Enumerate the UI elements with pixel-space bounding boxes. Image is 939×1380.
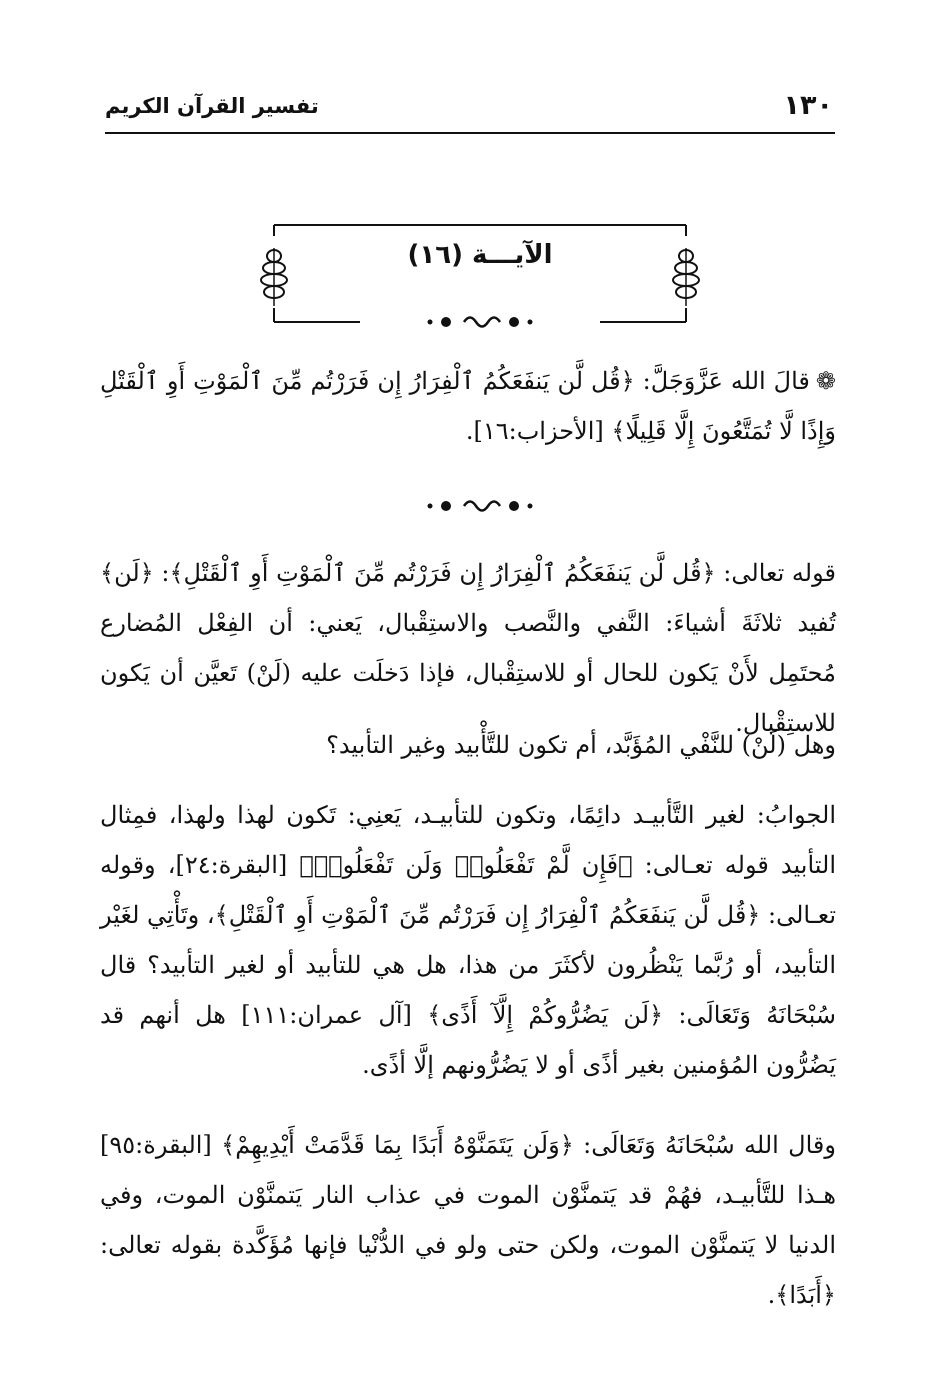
section-divider-icon — [420, 496, 540, 516]
ornament-divider-icon — [420, 312, 540, 332]
frame-lines — [268, 220, 692, 326]
book-title: تفسير القرآن الكريم — [105, 94, 319, 118]
page-number: ١٣٠ — [783, 90, 833, 121]
page-header — [105, 92, 835, 134]
paragraph-3: الجوابُ: لغير التَّأبيـد دائِمًا، وتكون للتأبيـد، يَعنِي: تَكون لهذا ولهذا، فمِثال التأبيد قوله تعـالى: ﴿فَإِن لَّمْ تَفْعَلُوا۟ وَلَن تَفْعَلُوا۟﴾ [البقرة:٢٤]، وقوله تعـالى: ﴿قُل لَّن يَنفَعَكُمُ ٱلْفِرَارُ إِن فَرَرْتُم مِّنَ ٱلْمَوْتِ أَوِ ٱلْقَتْلِ﴾، وتَأْتِي لغَيْر التأبيد، أو رُبَّما يَنْظُرون لأكثَرَ من هذا، هل هي للتأبيد أو لغير التأبيد؟ قال سُبْحَانَهُ وَتَعَالَى: ﴿لَن يَضُرُّوكُمْ إِلَّآ أَذًى﴾ [آل عمران:١١١] هل أنهم قد يَضُرُّون المُؤمنين بغير أذًى أو لا يَضُرُّونهم إلَّا أذًى. — [100, 801, 836, 1079]
paragraph-4: وقال الله سُبْحَانَهُ وَتَعَالَى: ﴿وَلَن يَتَمَنَّوْهُ أَبَدًا بِمَا قَدَّمَتْ أَيْدِيهِمْ﴾ [البقرة:٩٥] هـذا للتَّأبيـد، فهُمْ قد يَتمنَّوْن الموت في عذاب النار يَتمنَّوْن الموت، وفي الدنيا لا يَتمنَّوْن الموت، ولكن حتى ولو في الدُّنْيا فإنها مُؤَكَّدة بقوله تعالى: ﴿أَبَدًا﴾. — [100, 1131, 836, 1309]
verse-heading-frame — [268, 220, 692, 326]
paragraph-1: قوله تعالى: ﴿قُل لَّن يَنفَعَكُمُ ٱلْفِرَارُ إِن فَرَرْتُم مِّنَ ٱلْمَوْتِ أَوِ ٱلْقَتْلِ﴾: ﴿لَن﴾ تُفيد ثلاثَةَ أشياءَ: النَّفي والنَّصب والاستِقْبال، يَعني: أن الفِعْل المُضارع مُحتَمِل لأَنْ يَكون للحال أو للاستِقْبال، فإذا دَخلَت عليه (لَنْ) تَعيَّن أن يَكون للاستِقْبال. — [100, 559, 836, 737]
paragraph-2: وهل (لَنْ) للنَّفْي المُؤَبَّد، أم تكون للتَّأْبيد وغير التأبيد؟ — [326, 731, 836, 759]
verse-quote — [100, 356, 836, 456]
verse-quote-text: قالَ الله عَزَّوَجَلَّ: ﴿قُل لَّن يَنفَعَكُمُ ٱلْفِرَارُ إِن فَرَرْتُم مِّنَ ٱلْمَوْتِ أَوِ ٱلْقَتْلِ وَإِذًا لَّا تُمَتَّعُونَ إِلَّا قَلِيلًا﴾ [الأحزاب:١٦]. — [100, 367, 836, 445]
flower-bullet-icon: ❁ — [815, 367, 836, 395]
verse-title: الآيـــة (١٦) — [407, 240, 553, 270]
